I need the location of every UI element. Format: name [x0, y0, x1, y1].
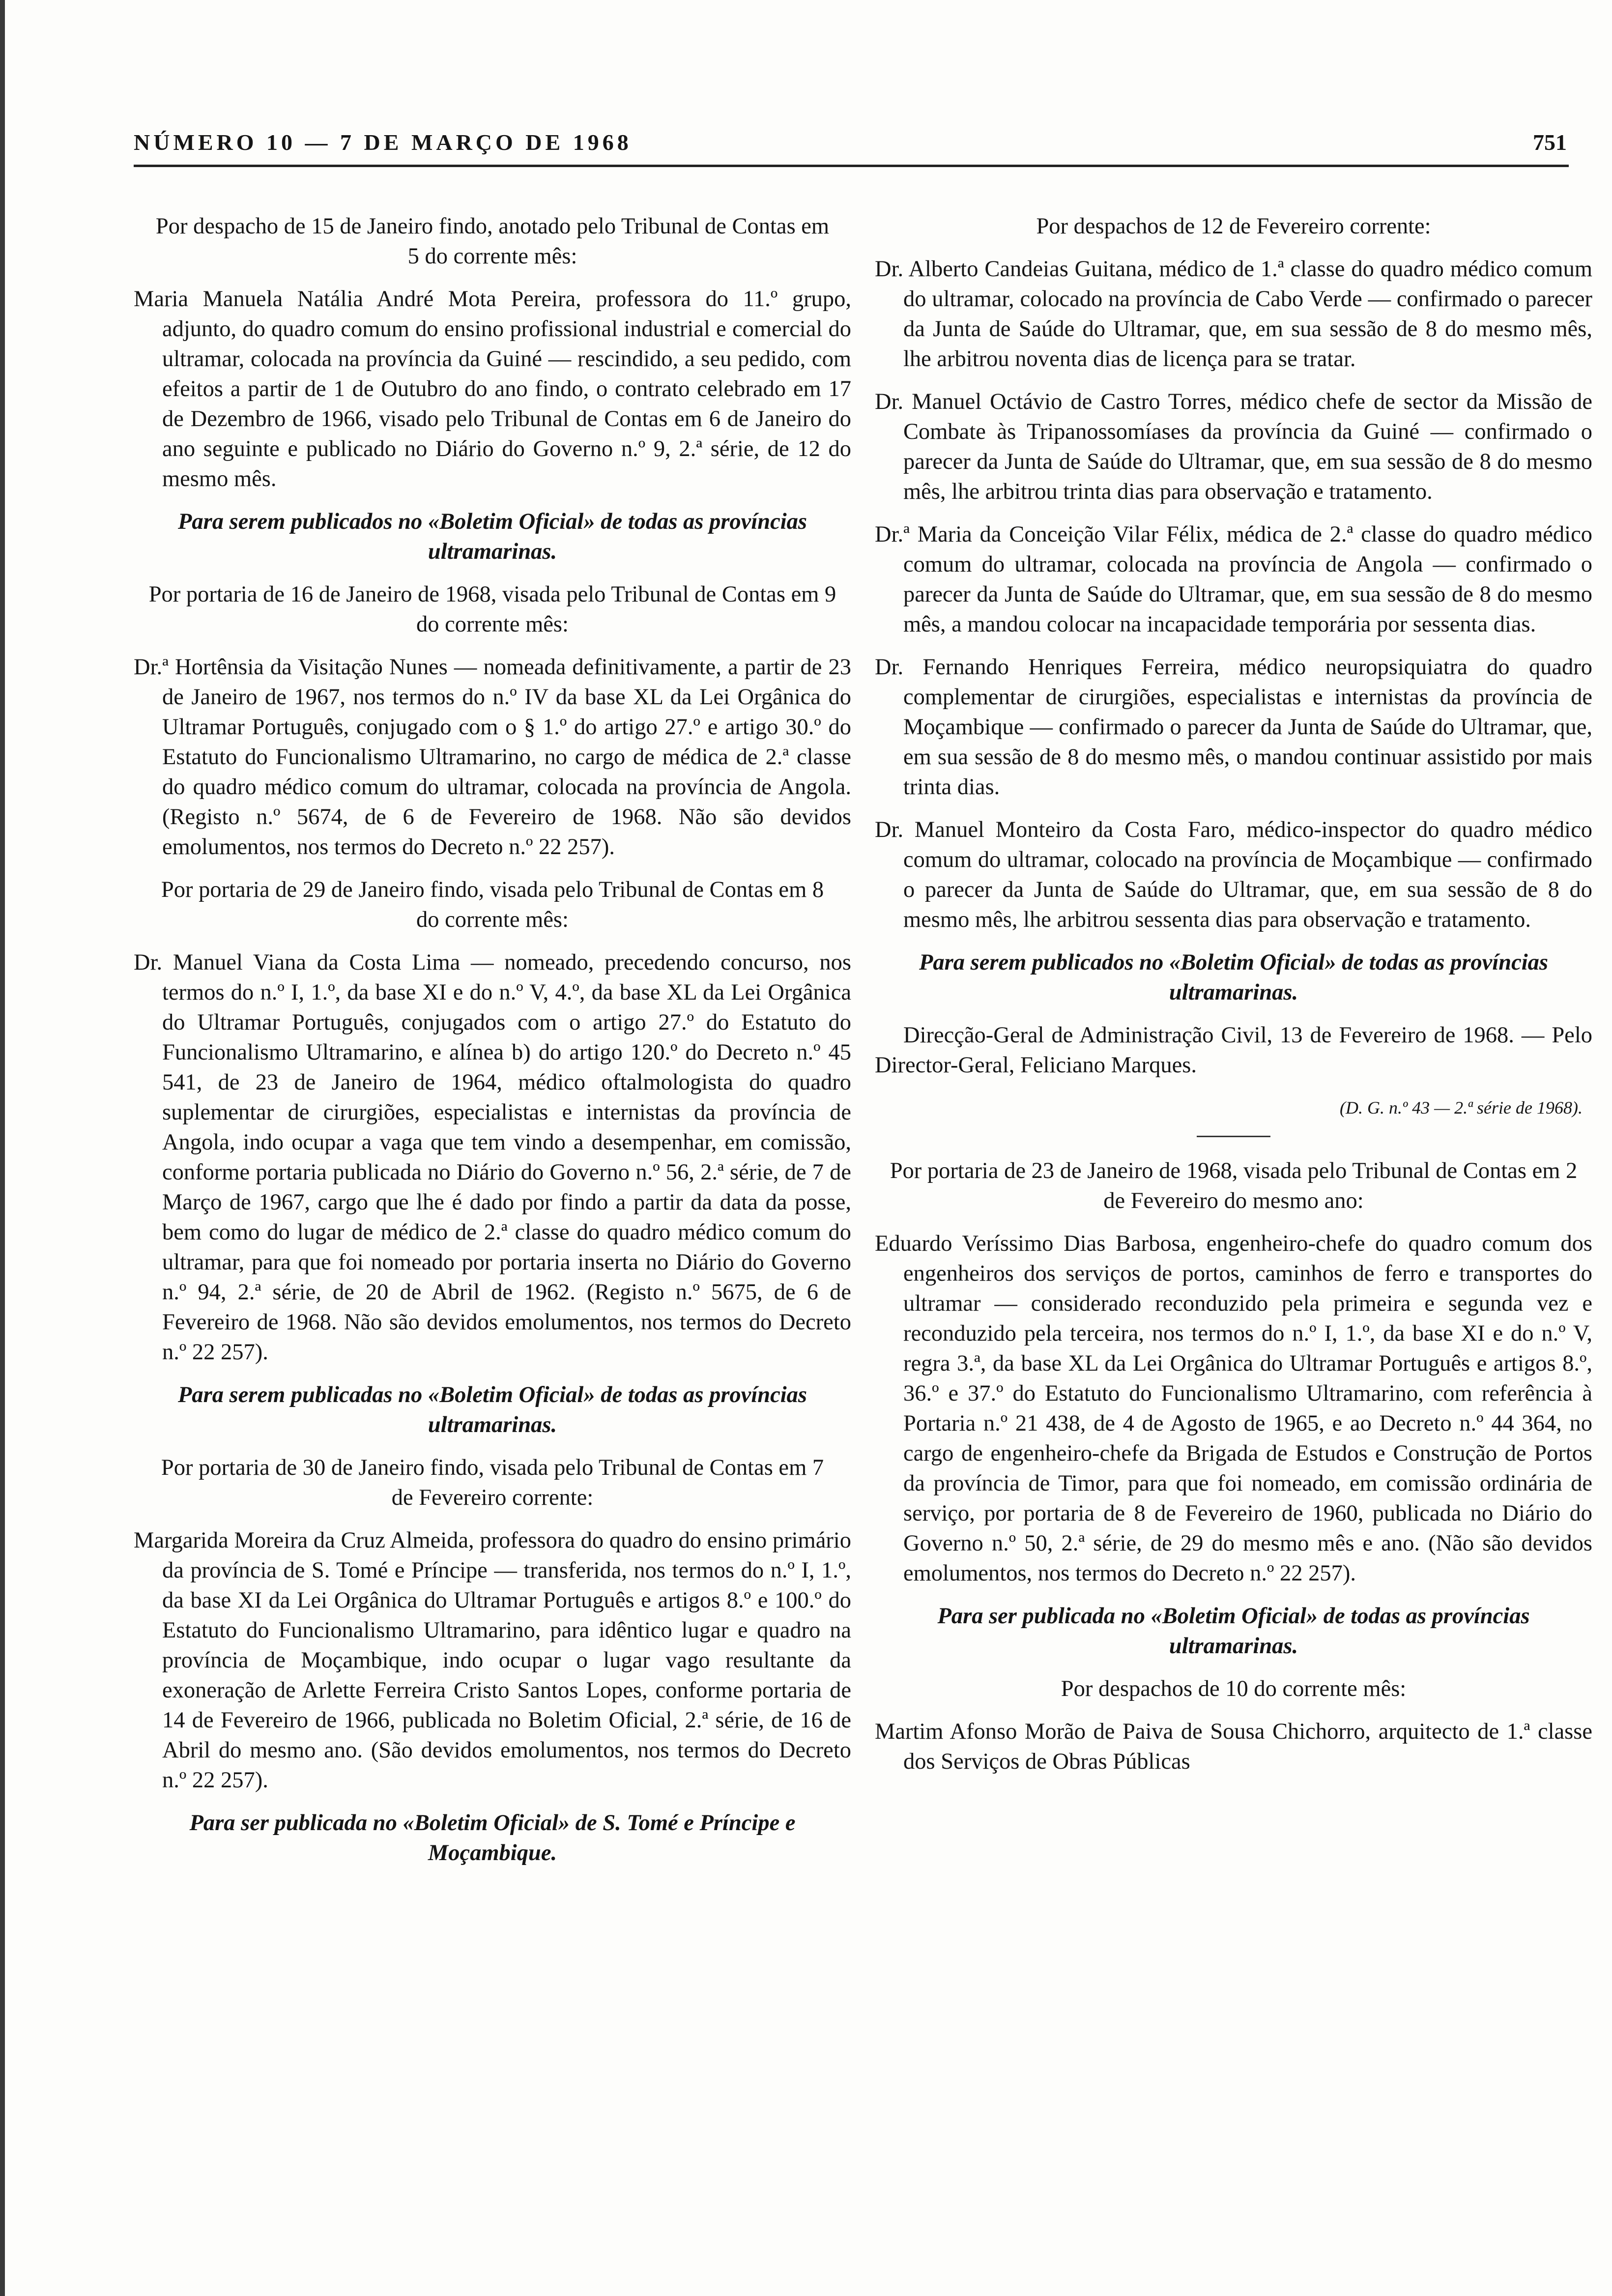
publication-note: Para serem publicados no «Boletim Oficial» de todas as províncias ultramarinas. — [177, 509, 807, 564]
entry-manuel-torres: Dr. Manuel Octávio de Castro Torres, médico chefe de sector da Missão de Combate às Tripanossomíases da província da Guiné — confirmado o parecer da Junta de Saúde do Ultramar, que, em sua sessão de 8 do mesmo mês, lhe arbitrou trinta dias para observação e tratamento. — [875, 389, 1592, 504]
entry-maria-felix: Dr.ª Maria da Conceição Vilar Félix, médica de 2.ª classe do quadro médico comum do ultramar, colocada na província de Angola — confirmado o parecer da Junta de Saúde do Ultramar, que, em sua sessão de 8 do mesmo mês, a mandou colocar na incapacidade temporária por sessenta dias. — [875, 522, 1592, 637]
publication-note: Para ser publicada no «Boletim Oficial» de todas as províncias ultramarinas. — [937, 1604, 1530, 1659]
left-column — [134, 211, 851, 1881]
section-divider — [1197, 1136, 1270, 1137]
entry-eduardo-barbosa: Eduardo Veríssimo Dias Barbosa, engenheiro-chefe do quadro comum dos engenheiros dos serviços de portos, caminhos de ferro e transportes do ultramar — considerado reconduzido pela primeira e segunda vez e reconduzido pela terceira, nos termos do n.º I, 1.º, da base XI e do n.º V, regra 3.ª, da base XL da Lei Orgânica do Ultramar Português e artigos 8.º, 36.º e 37.º do Estatuto do Funcionalismo Ultramarino, com referência à Portaria n.º 21 438, de 4 de Agosto de 1965, e ao Decreto n.º 44 364, no cargo de engenheiro-chefe da Brigada de Estudos e Construção de Portos da província de Timor, para que foi nomeado, em comissão ordinária de serviço, por portaria de 8 de Fevereiro de 1960, publicada no Diário do Governo n.º 50, 2.ª série, de 29 do mesmo mês e ano. (Não são devidos emolumentos, nos termos do Decreto n.º 22 257). — [875, 1231, 1592, 1586]
portaria-intro: Por portaria de 16 de Janeiro de 1968, visada pelo Tribunal de Contas em 9 do corrente mês: — [148, 582, 836, 637]
page-number: 751 — [1533, 130, 1567, 155]
entry-alberto-guitana: Dr. Alberto Candeias Guitana, médico de 1.ª classe do quadro médico comum do ultramar, colocado na província de Cabo Verde — confirmado o parecer da Junta de Saúde do Ultramar, que, em sua sessão de 8 do mesmo mês, lhe arbitrou noventa dias de licença para se tratar. — [875, 257, 1592, 372]
entry-fernando-ferreira: Dr. Fernando Henriques Ferreira, médico neuropsiquiatra do quadro complementar de cirurgiões, especialistas e internistas da província de Moçambique — confirmado o parecer da Junta de Saúde do Ultramar, que, em sua sessão de 8 do mesmo mês, o mandou continuar assistido por mais trinta dias. — [875, 655, 1592, 800]
publication-note: Para serem publicados no «Boletim Oficial» de todas as províncias ultramarinas. — [919, 950, 1549, 1005]
signature-line: Direcção-Geral de Administração Civil, 13 de Fevereiro de 1968. — Pelo Director-Geral, Feliciano Marques. — [875, 1023, 1592, 1078]
publication-note: Para serem publicadas no «Boletim Oficial» de todas as províncias ultramarinas. — [177, 1382, 807, 1437]
gazette-reference: (D. G. n.º 43 — 2.ª série de 1968). — [1339, 1098, 1583, 1118]
entry-martim-chichorro: Martim Afonso Morão de Paiva de Sousa Chichorro, arquitecto de 1.ª classe dos Serviços de Obras Públicas — [875, 1719, 1592, 1774]
entry-hortensia: Dr.ª Hortênsia da Visitação Nunes — nomeada definitivamente, a partir de 23 de Janeiro de 1967, nos termos do n.º IV da base XL da Lei Orgânica do Ultramar Português, conjugado com o § 1.º do artigo 27.º e artigo 30.º do Estatuto do Funcionalismo Ultramarino, no cargo de médica de 2.ª classe do quadro médico comum do ultramar, colocada na província de Angola. (Registo n.º 5674, de 6 de Fevereiro de 1968. Não são devidos emolumentos, nos termos do Decreto n.º 22 257). — [134, 655, 851, 860]
despacho-intro: Por despacho de 15 de Janeiro findo, anotado pelo Tribunal de Contas em 5 do corrente mês: — [155, 214, 830, 269]
portaria-intro: Por portaria de 29 de Janeiro findo, visada pelo Tribunal de Contas em 8 do corrente mês: — [161, 877, 824, 932]
entry-manuel-faro: Dr. Manuel Monteiro da Costa Faro, médico-inspector do quadro médico comum do ultramar, colocado na província de Moçambique — confirmado o parecer da Junta de Saúde do Ultramar, que, em sua sessão de 8 do mesmo mês, lhe arbitrou sessenta dias para observação e tratamento. — [875, 817, 1592, 932]
publication-note: Para ser publicada no «Boletim Oficial» de S. Tomé e Príncipe e Moçambique. — [189, 1810, 796, 1866]
portaria-intro: Por portaria de 30 de Janeiro findo, visada pelo Tribunal de Contas em 7 de Fevereiro corrente: — [161, 1455, 824, 1510]
portaria-intro: Por portaria de 23 de Janeiro de 1968, visada pelo Tribunal de Contas em 2 de Fevereiro do mesmo ano: — [890, 1158, 1578, 1213]
page-header — [134, 125, 1569, 167]
despachos-intro: Por despachos de 12 de Fevereiro corrente: — [1036, 214, 1431, 239]
entry-maria-manuela: Maria Manuela Natália André Mota Pereira, professora do 11.º grupo, adjunto, do quadro comum do ensino profissional industrial e comercial do ultramar, colocada na província da Guiné — rescindido, a seu pedido, com efeitos a partir de 1 de Outubro do ano findo, o contrato celebrado em 17 de Dezembro de 1966, visado pelo Tribunal de Contas em 6 de Janeiro do ano seguinte e publicado no Diário do Governo n.º 9, 2.ª série, de 12 do mesmo mês. — [134, 287, 851, 491]
scan-edge-shadow — [0, 0, 5, 2296]
entry-margarida: Margarida Moreira da Cruz Almeida, professora do quadro do ensino primário da província de S. Tomé e Príncipe — transferida, nos termos do n.º I, 1.º, da base XI da Lei Orgânica do Ultramar Português e artigos 8.º e 100.º do Estatuto do Funcionalismo Ultramarino, para idêntico lugar e quadro na província de Moçambique, indo ocupar o lugar vago resultante da exoneração de Arlette Ferreira Cristo Santos Lopes, conforme portaria de 14 de Fevereiro de 1966, publicada no Boletim Oficial, 2.ª série, de 16 de Abril do mesmo ano. (São devidos emolumentos, nos termos do Decreto n.º 22 257). — [134, 1528, 851, 1793]
despachos-intro: Por despachos de 10 do corrente mês: — [1061, 1676, 1407, 1701]
right-column — [875, 211, 1592, 1789]
issue-title: NÚMERO 10 — 7 DE MARÇO DE 1968 — [134, 130, 632, 155]
entry-manuel-viana: Dr. Manuel Viana da Costa Lima — nomeado, precedendo concurso, nos termos do n.º I, 1.º, da base XI e do n.º V, 4.º, da base XL da Lei Orgânica do Ultramar Português, conjugados com o artigo 27.º do Estatuto do Funcionalismo Ultramarino, e alínea b) do artigo 120.º do Decreto n.º 45 541, de 23 de Janeiro de 1964, médico oftalmologista do quadro suplementar de cirurgiões, especialistas e internistas da província de Angola, indo ocupar a vaga que tem vindo a desempenhar, em comissão, conforme portaria publicada no Diário do Governo n.º 56, 2.ª série, de 7 de Março de 1967, cargo que lhe é dado por findo a partir da data da posse, bem como do lugar de médico de 2.ª classe do quadro médico comum do ultramar, para que foi nomeado por portaria inserta no Diário do Governo n.º 94, 2.ª série, de 20 de Abril de 1962. (Registo n.º 5675, de 6 de Fevereiro de 1968. Não são devidos emolumentos, nos termos do Decreto n.º 22 257). — [134, 950, 851, 1365]
